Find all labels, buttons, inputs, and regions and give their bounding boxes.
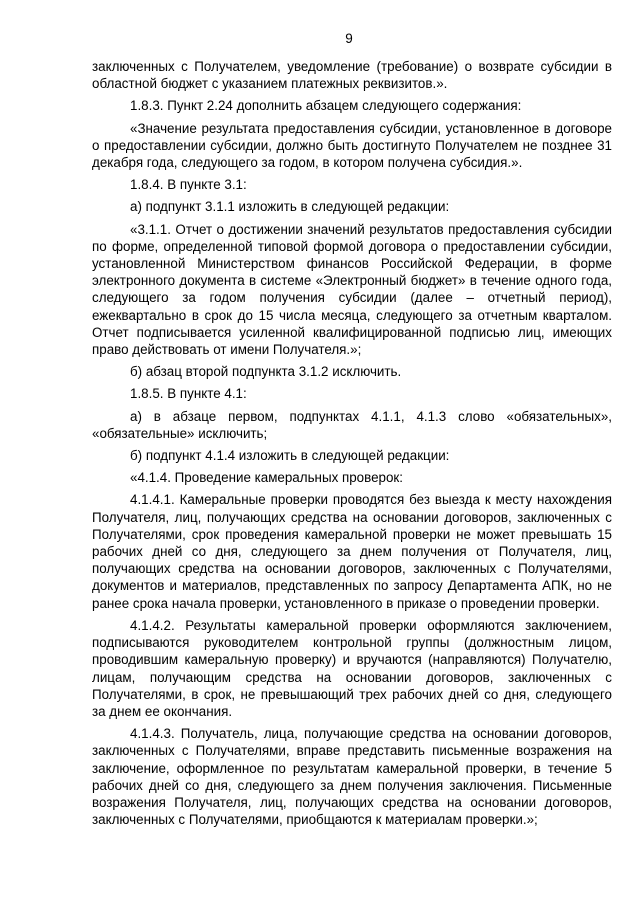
paragraph-8: 1.8.5. В пункте 4.1: [130,386,247,402]
paragraph-11: «4.1.4. Проведение камеральных проверок: [130,470,404,486]
paragraph-13: 4.1.4.2. Результаты камеральной проверки оформляются заключением, подписываются руководителем контрольной группы (должностным лицом, проводившим камеральную проверку) и вручаются (направляются) Получателю, лицам, получающим средства на основании договоров, заключенных с Получателями, в срок, не превышающий трех рабочих дней со дня, следующего за днем ее окончания. [92,617,612,719]
paragraph-4: 1.8.4. В пункте 3.1: [130,177,247,193]
document-body [92,58,612,828]
paragraph-12: 4.1.4.1. Камеральные проверки проводятся без выезда к месту нахождения Получателя, лиц, получающих средства на основании договоров, заключенных с Получателями, срок проведения камеральной проверки не может превышать 15 рабочих дней со дня, следующего за днем получения от Получателя, лиц, получающих средства на основании договоров, заключенных с Получателями, документов и материалов, представленных по запросу Департамента АПК, но не ранее срока начала проверки, установленного в приказе о проведении проверки. [92,492,612,611]
paragraph-1: заключенных с Получателем, уведомление (требование) о возврате субсидии в областной бюджет с указанием платежных реквизитов.». [92,59,612,92]
paragraph-10: б) подпункт 4.1.4 изложить в следующей редакции: [130,448,450,464]
paragraph-14: 4.1.4.3. Получатель, лица, получающие средства на основании договоров, заключенных с Получателями, вправе представить письменные возражения на заключение, оформленное по результатам камеральной проверки, в течение 5 рабочих дней со дня, следующего за днем получения заключения. Письменные возражения Получателя, лиц, получающих средства на основании договоров, заключенных с Получателями, приобщаются к материалам проверки.»; [92,726,612,828]
paragraph-5: а) подпункт 3.1.1 изложить в следующей редакции: [130,199,450,215]
page-number: 9 [345,31,353,46]
paragraph-9: а) в абзаце первом, подпунктах 4.1.1, 4.1.3 слово «обязательных», «обязательные» исключить; [92,408,612,441]
paragraph-3: «Значение результата предоставления субсидии, установленное в договоре о предоставлении субсидии, должно быть достигнуто Получателем не позднее 31 декабря года, следующего за годом, в котором получена субсидия.». [92,120,612,171]
paragraph-6: «3.1.1. Отчет о достижении значений результатов предоставления субсидии по форме, определенной типовой формой договора о предоставлении субсидии, установленной Министерством финансов Российской Федерации, в форме электронного документа в системе «Электронный бюджет» в течение одного года, следующего за годом получения субсидии (далее – отчетный период), ежеквартально в срок до 15 числа месяца, следующего за отчетным кварталом. Отчет подписывается усиленной квалифицированной подписью лиц, имеющих право действовать от имени Получателя.»; [92,221,612,358]
paragraph-2: 1.8.3. Пункт 2.24 дополнить абзацем следующего содержания: [130,98,522,114]
paragraph-7: б) абзац второй подпункта 3.1.2 исключить. [130,364,402,380]
